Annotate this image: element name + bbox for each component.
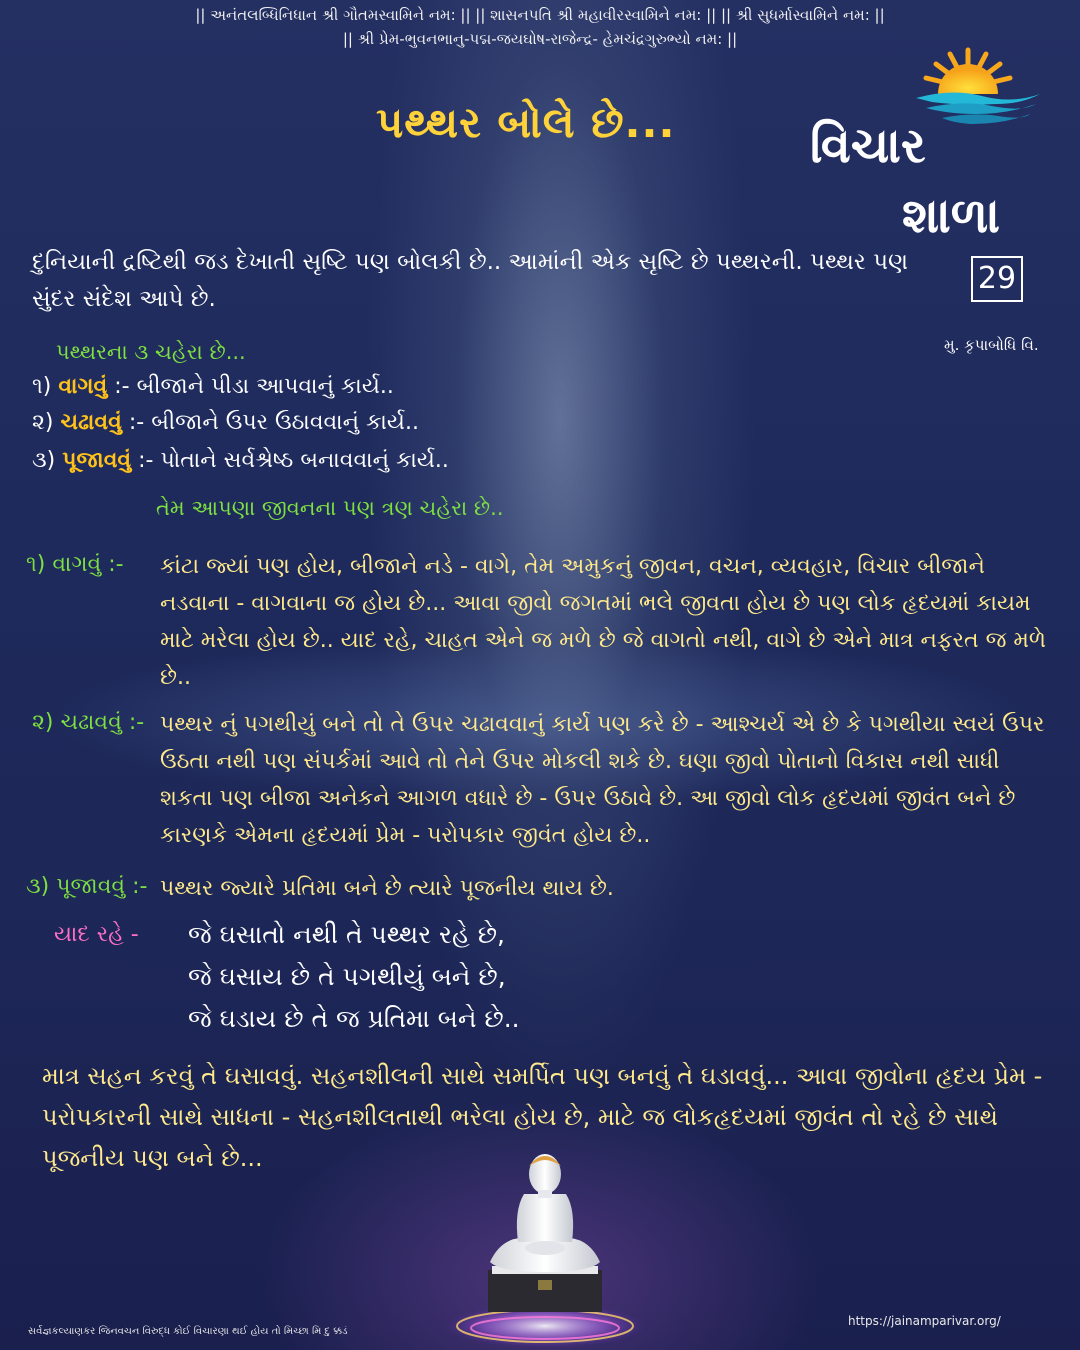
brand-name-line-2: શાળા xyxy=(902,188,1000,244)
face-item xyxy=(32,448,449,473)
faces-heading: પથ્થરના ૩ ચહેરા છે... xyxy=(56,340,246,364)
meditating-idol-figure xyxy=(440,1130,650,1350)
footer-website-link[interactable]: https://jainamparivar.org/ xyxy=(848,1314,1001,1328)
section-text-chadhavavu: પથ્થર નું પગથીયું બને તો તે ઉપર ચઢાવવાનું કાર્ય પણ કરે છે - આશ્ચર્ય એ છે કે પગથીયા સ્વયં ઉપર ઉઠતા નથી પણ સંપર્કમાં આવે તો તેને ઉપર મોકલી શકે છે. ઘણા જીવો પોતાનો વિકાસ નથી સાધી શકતા પણ બીજા અનેકને આગળ વધારે છે - ઉપર ઉઠાવે છે. આ જીવો લોક હૃદયમાં જીવંત બને છે કારણકે એમના હૃદયમાં પ્રેમ - પરોપકાર જીવંત હોય છે.. xyxy=(160,712,1045,848)
section-label-pujavavu: ૩) પૂજાવવું :- xyxy=(26,874,148,899)
header-invocation-line-1: || અનંતલબ્ધિનિધાન શ્રી ગૌતમસ્વામિને નમ: || || શાસનપતિ શ્રી મહાવીરસ્વામિને નમ: || || શ્રી સુધર્માસ્વામિને નમ: || xyxy=(195,6,885,24)
sun-over-waves-icon xyxy=(912,44,1042,128)
issue-number-badge: 29 xyxy=(971,256,1023,302)
author-credit: મુ. કૃપાબોધિ વિ. xyxy=(944,336,1039,354)
face-description: :- બીજાને ઉપર ઉઠાવવાનું કાર્ય.. xyxy=(128,410,419,435)
face-description: :- બીજાને પીડા આપવાનું કાર્ય.. xyxy=(114,374,394,399)
header-invocation-line-2: || શ્રી પ્રેમ-ભુવનભાનુ-પદ્મ-જયઘોષ-રાજેન્દ્ર- હેમચંદ્રગુરુભ્યો નમ: || xyxy=(342,30,738,48)
face-number: ૩) xyxy=(32,448,56,473)
intro-paragraph: દુનિયાની દ્રષ્ટિથી જડ દેખાતી સૃષ્ટિ પણ બોલકી છે.. આમાંની એક સૃષ્ટિ છે પથ્થરની. પથ્થર પણ સુંદર સંદેશ આપે છે. xyxy=(32,249,909,312)
section-label-vagavu: ૧) વાગવું :- xyxy=(26,552,124,577)
face-keyword: પૂજાવવું xyxy=(62,448,132,473)
face-item xyxy=(32,410,419,435)
face-item xyxy=(32,374,394,399)
verse-line: જે ઘસાતો નથી તે પથ્થર રહે છે, xyxy=(188,920,505,949)
verse-line: જે ઘસાય છે તે પગથીયું બને છે, xyxy=(188,962,506,991)
footer-disclaimer: સર્વજ્ઞકલ્યાણકર જિનવચન વિરુદ્ધ કોઈ વિચારણા થઈ હોય તો મિચ્છા મિ દુ ક્કડં xyxy=(28,1326,348,1337)
brand-name-line-1: વિચાર xyxy=(810,118,926,174)
page-title: પથ્થર બોલે છે... xyxy=(376,98,676,147)
conclusion-paragraph: માત્ર સહન કરવું તે ઘસાવવું. સહનશીલની સાથે સમર્પિત પણ બનવું તે ઘડાવવું... આવા જીવોના હૃદય પ્રેમ - પરોપકારની સાથે સાધના - સહનશીલતાથી ભરેલા હોય છે, માટે જ લોકહૃદયમાં જીવંત તો રહે છે સાથે પૂજનીય પણ બને છે... xyxy=(42,1062,1043,1172)
remember-label: યાદ રહે - xyxy=(54,922,139,947)
verse-line: જે ઘડાય છે તે જ પ્રતિમા બને છે.. xyxy=(188,1004,520,1033)
face-number: ૧) xyxy=(32,374,52,399)
section-text-vagavu: કાંટા જ્યાં પણ હોય, બીજાને નડે - વાગે, તેમ અમુકનું જીવન, વચન, વ્યવહાર, વિચાર બીજાને નડવાના - વાગવાના જ હોય છે... આવા જીવો જગતમાં ભલે જીવતા હોય છે પણ લોક હૃદયમાં કાયમ માટે મરેલા હોય છે.. યાદ રહે, ચાહત એને જ મળે છે જે વાગતો નથી, વાગે છે એને માત્ર નફરત જ મળે છે.. xyxy=(160,554,1047,690)
face-keyword: વાગવું xyxy=(58,374,108,399)
face-description: :- પોતાને સર્વશ્રેષ્ઠ બનાવવાનું કાર્ય.. xyxy=(138,448,449,473)
section-text-pujavavu: પથ્થર જ્યારે પ્રતિમા બને છે ત્યારે પૂજનીય થાય છે. xyxy=(160,876,614,901)
face-keyword: ચઢાવવું xyxy=(60,410,122,435)
section-label-chadhavavu: ૨) ચઢાવવું :- xyxy=(32,710,145,735)
face-number: ૨) xyxy=(32,410,54,435)
life-faces-heading: તેમ આપણા જીવનના પણ ત્રણ ચહેરા છે.. xyxy=(156,496,504,520)
